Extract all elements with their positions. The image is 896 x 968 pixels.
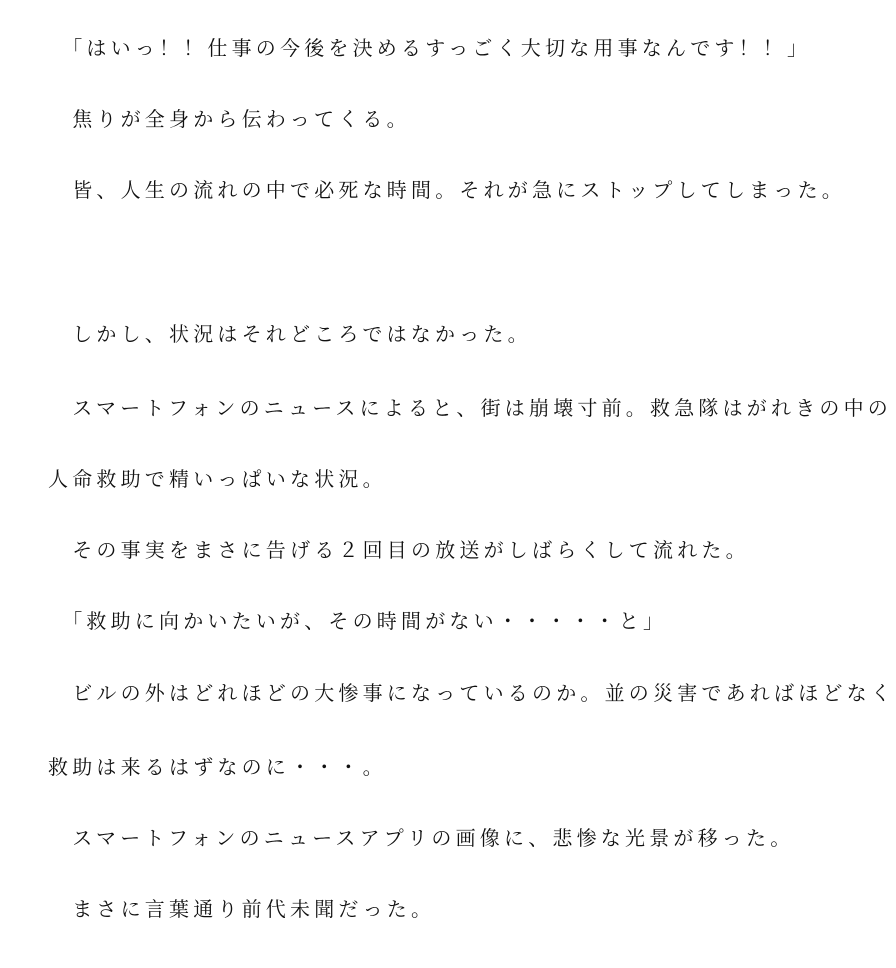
text-line-11: スマートフォンのニュースアプリの画像に、悲惨な光景が移った。: [48, 826, 795, 850]
text-line-2: 焦りが全身から伝わってくる。: [48, 107, 411, 131]
text-line-1: 「はいっ！！仕事の今後を決めるすっごく大切な用事なんです！！」: [48, 36, 812, 60]
text-line-7: その事実をまさに告げる２回目の放送がしばらくして流れた。: [48, 538, 750, 562]
text-line-6: 人命救助で精いっぱいな状況。: [48, 467, 387, 491]
text-line-9: ビルの外はどれほどの大惨事になっているのか。並の災害であればほどなく: [48, 681, 895, 705]
text-line-3: 皆、人生の流れの中で必死な時間。それが急にストップしてしまった。: [48, 178, 846, 202]
text-line-8: 「救助に向かいたいが、その時間がない・・・・・と」: [48, 609, 668, 633]
text-line-10: 救助は来るはずなのに・・・。: [48, 755, 387, 779]
text-line-12: まさに言葉通り前代未聞だった。: [48, 897, 436, 921]
text-line-5: スマートフォンのニュースによると、街は崩壊寸前。救急隊はがれきの中の: [48, 396, 892, 420]
text-line-4: しかし、状況はそれどころではなかった。: [48, 322, 532, 346]
